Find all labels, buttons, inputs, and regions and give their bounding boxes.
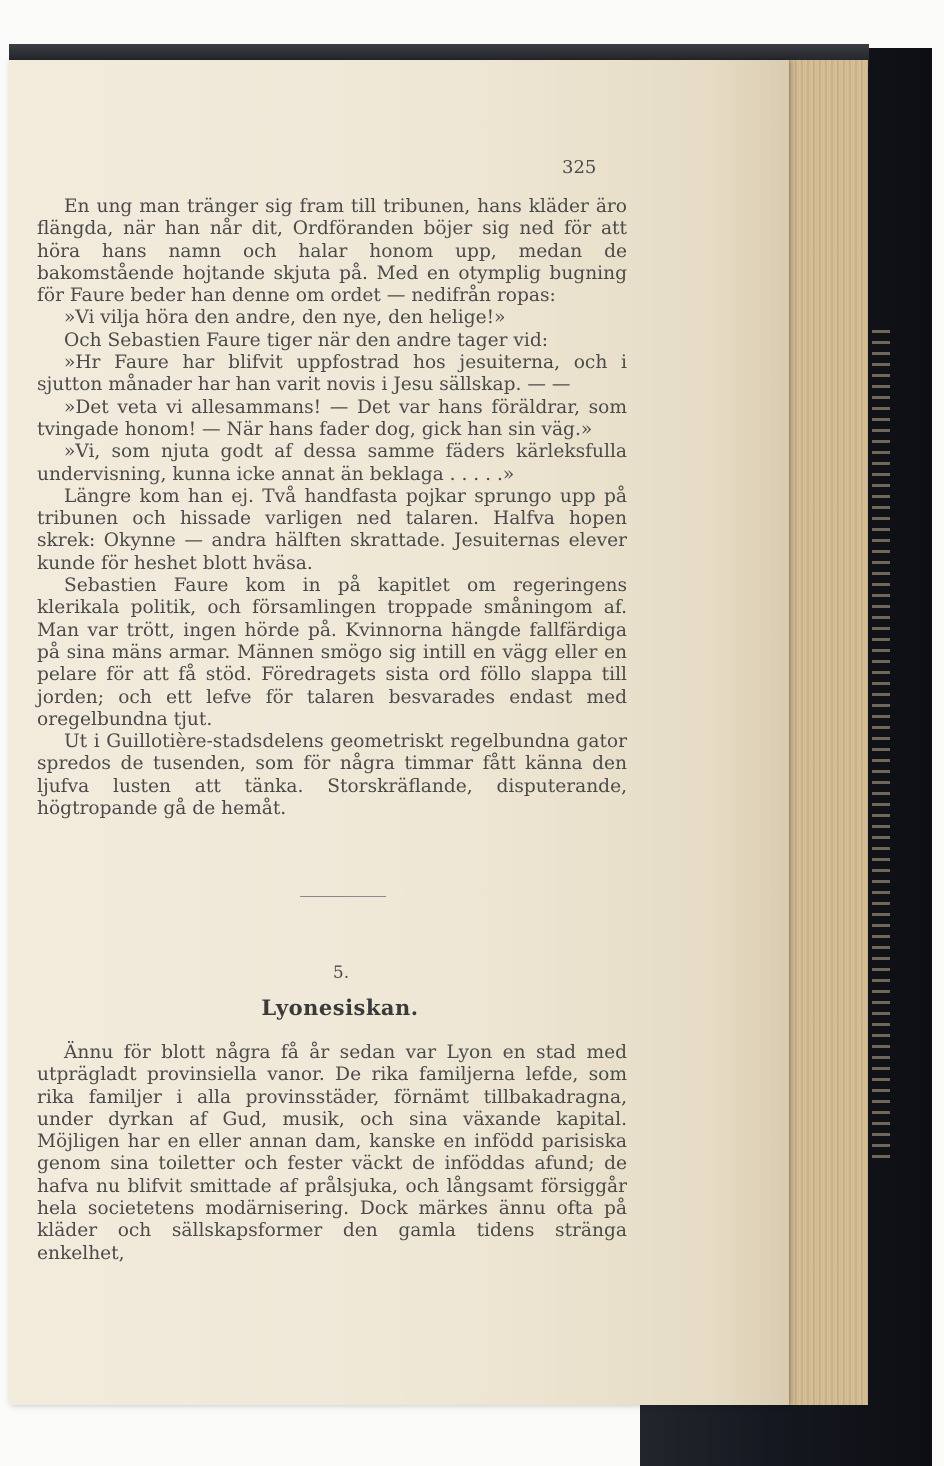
- section-body-text: [37, 1042, 627, 1265]
- page-number: 325: [562, 157, 597, 178]
- paragraph: Ut i Guillotière-stadsdelens geometriskt regelbundna gator spredos de tusenden, som för några timmar fått känna den ljufva lusten att tänka. Storskräflande, disputerande, högtropande gå de hemåt.: [37, 731, 627, 820]
- paragraph: En ung man tränger sig fram till tribunen, hans kläder äro flängda, när han når dit, Ordföranden böjer sig ned för att höra hans namn och halar honom upp, medan de bakomstående hojtande skjuta på. Med en otymplig bugning för Faure beder han denne om ordet — nedifrån ropas:: [37, 196, 627, 307]
- spine-texture: [872, 330, 890, 1160]
- body-text: [37, 196, 627, 820]
- paragraph: »Det veta vi allesammans! — Det var hans föräldrar, som tvingade honom! — När hans fader dog, gick han sin väg.»: [37, 396, 627, 440]
- paragraph: »Vi, som njuta godt af dessa samme fäders kärleksfulla undervisning, kunna icke annat än beklaga . . . . .»: [37, 441, 627, 485]
- paragraph: »Hr Faure har blifvit uppfostrad hos jesuiterna, och i sjutton månader har han varit novis i Jesu sällskap. — —: [37, 352, 627, 396]
- section-title: Lyonesiskan.: [261, 995, 419, 1020]
- section-divider: [300, 896, 386, 897]
- paragraph: Sebastien Faure kom in på kapitlet om regeringens klerikala politik, och församlingen troppade småningom af. Man var trött, ingen hörde på. Kvinnorna hängde fallfärdiga på sina mäns armar. Männen smögo sig intill en vägg eller en pelare för att få stöd. Föredragets sista ord föllo slappa till jorden; och ett lefve för talaren besvarades endast med oregelbundna tjut.: [37, 575, 627, 730]
- paragraph: »Vi vilja höra den andre, den nye, den helige!»: [63, 307, 506, 329]
- paragraph: Ännu för blott några få år sedan var Lyon en stad med utprägladt provinsiella vanor. De rika familjerna lefde, som rika familjer i alla provinsstäder, förnämt tillbakadragna, under dyrkan af Gud, musik, och sina växande kapital. Möjligen har en eller annan dam, kanske en infödd parisiska genom sina toiletter och fester väckt de inföddas afund; de hafva nu blifvit smittade af prålsjuka, och långsamt försiggår hela societetens modärnisering. Dock märkes ännu ofta på kläder och sällskapsformer den gamla tidens stränga enkelhet,: [37, 1042, 627, 1264]
- paragraph: Längre kom han ej. Två handfasta pojkar sprungo upp på tribunen och hissade varligen ned talaren. Halfva hopen skrek: Okynne — andra hälften skrattade. Jesuiternas elever kunde för heshet blott hväsa.: [37, 485, 627, 574]
- paragraph: Och Sebastien Faure tiger när den andre tager vid:: [63, 329, 549, 351]
- page-edges: [780, 60, 868, 1405]
- section-number: 5.: [332, 963, 350, 983]
